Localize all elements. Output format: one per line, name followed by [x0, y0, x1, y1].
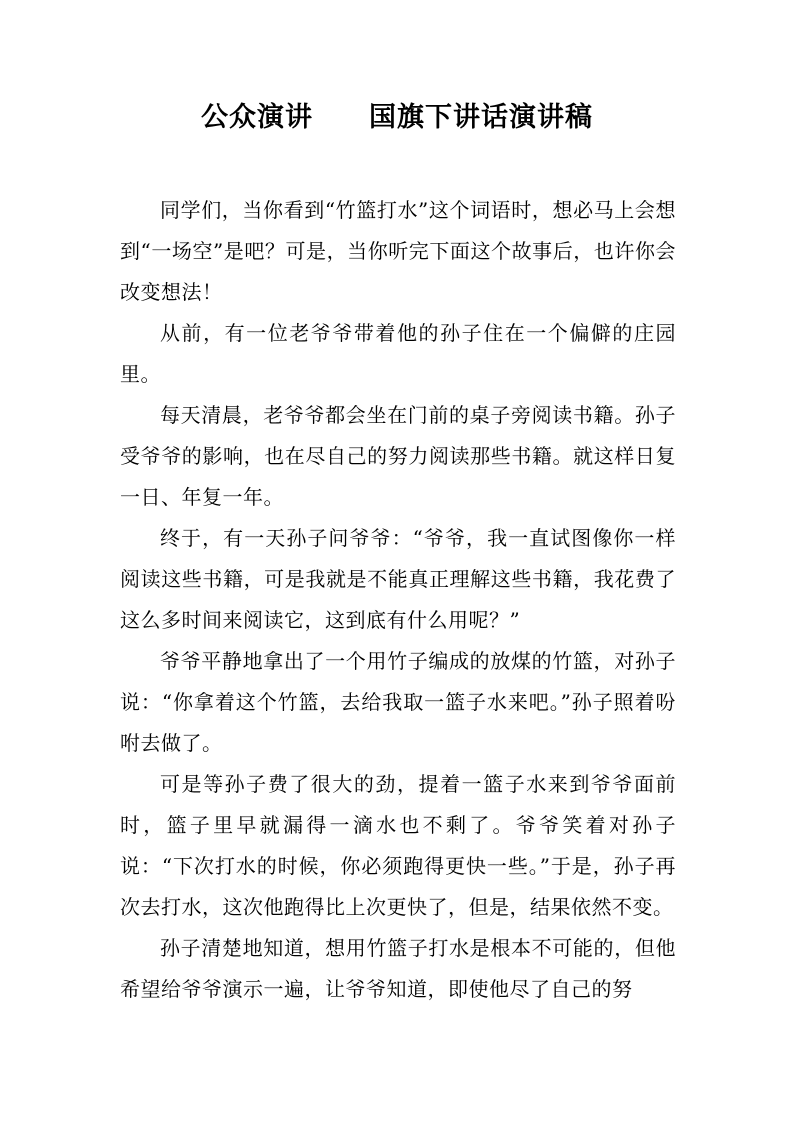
paragraph-2: 从前，有一位老爷爷带着他的孙子住在一个偏僻的庄园里。 — [120, 321, 676, 386]
document-body — [120, 190, 676, 1010]
document-title: 公众演讲 国旗下讲话演讲稿 — [201, 102, 593, 133]
paragraph-4: 终于，有一天孙子问爷爷：“爷爷，我一直试图像你一样阅读这些书籍，可是我就是不能真正理解这些书籍，我花费了这么多时间来阅读它，这到底有什么用呢？” — [120, 526, 676, 632]
paragraph-5: 爷爷平静地拿出了一个用竹子编成的放煤的竹篮，对孙子说：“你拿着这个竹篮，去给我取一篮子水来吧。”孙子照着吩咐去做了。 — [120, 649, 676, 755]
paragraph-7: 孙子清楚地知道，想用竹篮子打水是根本不可能的，但他希望给爷爷演示一遍，让爷爷知道，即使他尽了自己的努 — [120, 936, 676, 1001]
paragraph-6: 可是等孙子费了很大的劲，提着一篮子水来到爷爷面前时，篮子里早就漏得一滴水也不剩了。爷爷笑着对孙子说：“下次打水的时候，你必须跑得更快一些。”于是，孙子再次去打水，这次他跑得比上次更快了，但是，结果依然不变。 — [120, 772, 676, 919]
paragraph-3: 每天清晨，老爷爷都会坐在门前的桌子旁阅读书籍。孙子受爷爷的影响，也在尽自己的努力阅读那些书籍。就这样日复一日、年复一年。 — [120, 403, 676, 509]
paragraph-1: 同学们，当你看到“竹篮打水”这个词语时，想必马上会想到“一场空”是吧？可是，当你听完下面这个故事后，也许你会改变想法！ — [120, 198, 676, 304]
